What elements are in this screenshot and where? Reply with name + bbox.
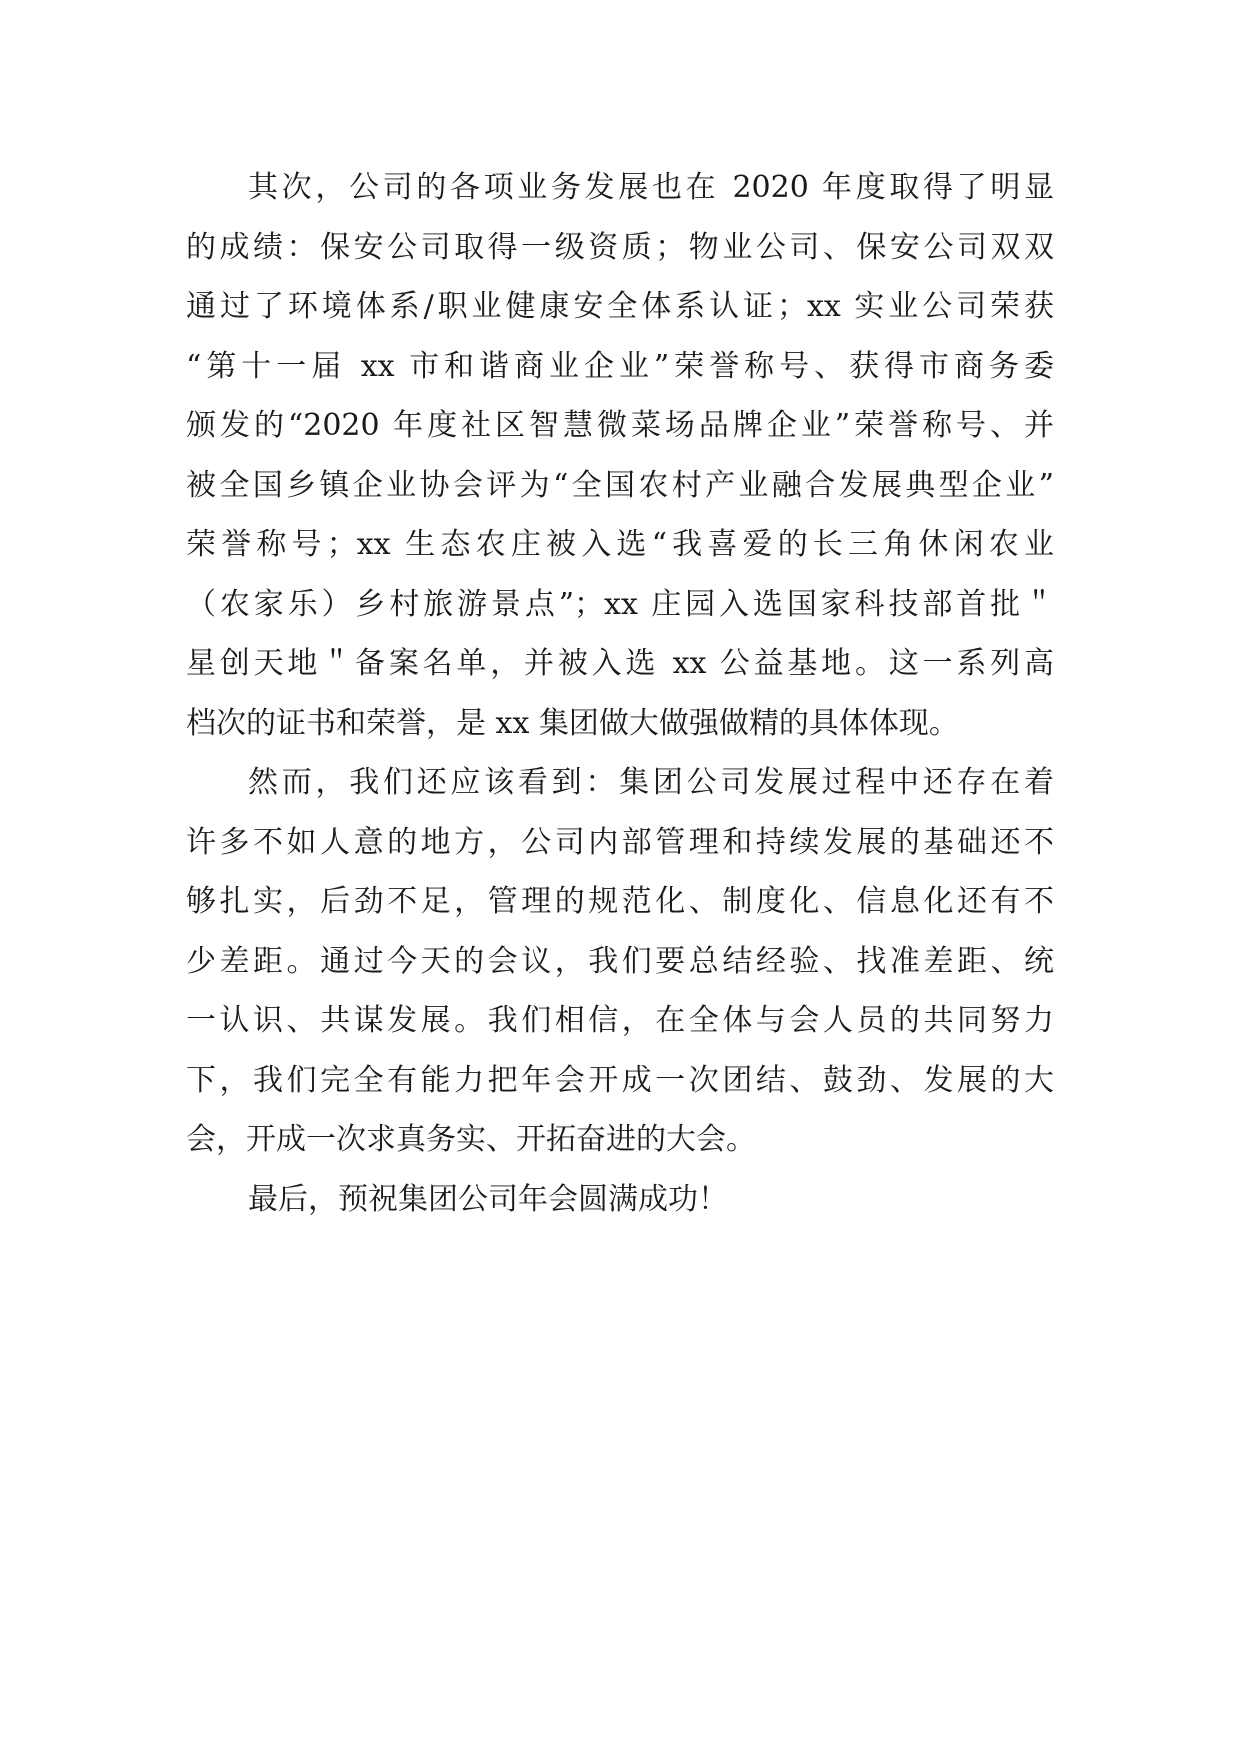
document-body (186, 158, 1054, 1229)
text-line: 其次，公司的各项业务发展也在 2020 年度取得了明显 (248, 170, 1054, 205)
text-line: 被全国乡镇企业协会评为“全国农村产业融合发展典型企业” (186, 467, 1054, 503)
paragraph-achievements (186, 158, 1054, 753)
text-line: 荣誉称号；xx 生态农庄被入选“我喜爱的长三角休闲农业 (186, 527, 1054, 562)
text-line: 的成绩：保安公司取得一级资质；物业公司、保安公司双双 (186, 229, 1054, 265)
text-line: 颁发的“2020 年度社区智慧微菜场品牌企业”荣誉称号、并 (186, 408, 1054, 443)
text-line: 一认识、共谋发展。我们相信，在全体与会人员的共同努力 (186, 1003, 1054, 1038)
text-line: 下，我们完全有能力把年会开成一次团结、鼓劲、发展的大 (186, 1062, 1054, 1098)
text-line: 许多不如人意的地方，公司内部管理和持续发展的基础还不 (186, 824, 1054, 860)
text-line: 通过了环境体系/职业健康安全体系认证；xx 实业公司荣获 (186, 289, 1054, 324)
text-line: 够扎实，后劲不足，管理的规范化、制度化、信息化还有不 (186, 884, 1054, 919)
text-line: “第十一届 xx 市和谐商业企业”荣誉称号、获得市商务委 (186, 348, 1054, 384)
text-line: 会，开成一次求真务实、开拓奋进的大会。 (186, 1122, 756, 1157)
text-line: 档次的证书和荣誉，是 xx 集团做大做强做精的具体体现。 (186, 705, 959, 741)
text-line: 然而，我们还应该看到：集团公司发展过程中还存在着 (248, 765, 1054, 800)
text-line: 星创天地＂备案名单，并被入选 xx 公益基地。这一系列高 (186, 646, 1054, 681)
paragraph-shortcomings (186, 753, 1054, 1170)
text-line: （农家乐）乡村旅游景点”；xx 庄园入选国家科技部首批＂ (186, 586, 1054, 622)
text-line: 少差距。通过今天的会议，我们要总结经验、找准差距、统 (186, 943, 1054, 979)
text-line: 最后，预祝集团公司年会圆满成功！ (248, 1181, 728, 1217)
paragraph-closing (186, 1170, 1054, 1230)
